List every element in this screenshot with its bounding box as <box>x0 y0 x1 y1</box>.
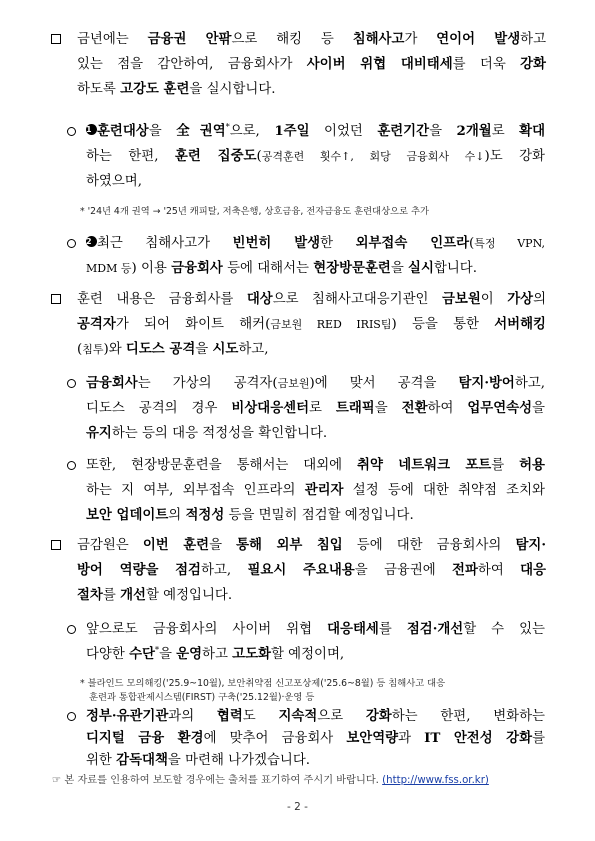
section-checkbox-1 <box>51 34 61 44</box>
bullet-2-2-line-1: 또한, 현장방문훈련을 통해서는 대외에 취약 네트워크 포트를 허용 <box>86 457 545 473</box>
bullet-1-2-line-2: MDM 등) 이용 금융회사 등에 대해서는 현장방문훈련을 실시합니다. <box>86 260 477 276</box>
section-checkbox-2 <box>51 294 61 304</box>
section-1-line-3: 하도록 고강도 훈련을 실시합니다. <box>77 81 276 97</box>
section-3-line-2: 방어 역량을 점검하고, 필요시 주요내용을 금융권에 전파하여 대응 <box>77 562 546 578</box>
bullet-3-1-line-1: 앞으로도 금융회사의 사이버 위협 대응태세를 점검·개선할 수 있는 <box>86 621 545 637</box>
footnote-2-line-2: 훈련과 통합관제시스템(FIRST) 구축('25.12월)·운영 등 <box>89 692 315 703</box>
bullet-3-2-line-3: 위한 감독대책을 마련해 나가겠습니다. <box>86 752 311 768</box>
citation-notice-text: ☞ 본 자료를 인용하여 보도할 경우에는 출처를 표기하여 주시기 바랍니다. <box>52 775 379 786</box>
bullet-circle-2-2 <box>67 461 76 470</box>
bullet-1-1-line-1: 1 훈련대상을 全권역*으로, 1주일 이었던 훈련기간을 2개월로 확대 <box>86 122 546 139</box>
bullet-3-2-line-2: 디지털 금융 환경에 맞추어 금융회사 보안역량과 IT 안전성 강화를 <box>86 730 545 746</box>
section-checkbox-3 <box>51 540 61 550</box>
bullet-2-1-line-3: 유지하는 등의 대응 적정성을 확인합니다. <box>86 425 328 441</box>
bullet-2-2-line-2: 하는 지 여부, 외부접속 인프라의 관리자 설정 등에 대한 취약점 조치와 <box>86 482 545 498</box>
bullet-1-1-line-3: 하였으며, <box>86 174 142 189</box>
section-2-line-1: 훈련 내용은 금융회사를 대상으로 침해사고대응기관인 금보원이 가상의 <box>77 291 546 307</box>
bullet-1-1-line-2: 하는 한편, 훈련 집중도(공격훈련 횟수↑, 회당 금융회사 수↓)도 강화 <box>86 148 545 164</box>
bullet-3-2-line-1: 정부·유관기관과의 협력도 지속적으로 강화하는 한편, 변화하는 <box>86 708 545 724</box>
fss-website-link[interactable]: (http://www.fss.or.kr) <box>382 775 489 786</box>
bullet-2-1-line-2: 디도스 공격의 경우 비상대응센터로 트래픽을 전환하여 업무연속성을 <box>86 400 545 416</box>
footnote-1: * '24년 4개 권역 → '25년 캐피탈, 저축은행, 상호금융, 전자금융도 훈련대상으로 추가 <box>80 206 429 217</box>
bullet-3-1-line-2: 다양한 수단*을 운영하고 고도화할 예정이며, <box>86 645 345 662</box>
bullet-circle-3-1 <box>67 625 76 634</box>
section-3-line-1: 금감원은 이번 훈련을 통해 외부 침입 등에 대한 금융회사의 탐지· <box>77 537 546 553</box>
section-2-line-3: (침투)와 디도스 공격을 시도하고, <box>77 341 269 357</box>
page-number: - 2 - <box>287 801 308 813</box>
section-1-line-1: 금년에는 금융권 안팎으로 해킹 등 침해사고가 연이어 발생하고 <box>77 31 547 47</box>
citation-notice <box>52 774 489 788</box>
section-2-line-2: 공격자가 되어 화이트 해커(금보원 RED IRIS팀) 등을 통한 서버해킹 <box>77 316 546 332</box>
bullet-2-1-line-1: 금융회사는 가상의 공격자(금보원)에 맞서 공격을 탐지·방어하고, <box>86 375 545 391</box>
footnote-2-line-1: * 블라인드 모의해킹('25.9~10월), 보안취약점 신고포상제('25.6~8월) 등 침해사고 대응 <box>80 678 446 689</box>
bullet-2-2-line-3: 보안 업데이트의 적정성 등을 면밀히 점검할 예정입니다. <box>86 507 414 523</box>
bullet-circle-1-2 <box>67 239 76 248</box>
bullet-1-2-line-1: 2 최근 침해사고가 빈번히 발생한 외부접속 인프라(특정 VPN, <box>86 235 545 251</box>
bullet-circle-3-2 <box>67 712 76 721</box>
section-1-line-2: 있는 점을 감안하여, 금융회사가 사이버 위협 대비태세를 더욱 강화 <box>77 56 546 72</box>
bullet-circle-1-1 <box>67 127 76 136</box>
section-3-line-3: 절차를 개선할 예정입니다. <box>77 587 233 603</box>
bullet-circle-2-1 <box>67 379 76 388</box>
